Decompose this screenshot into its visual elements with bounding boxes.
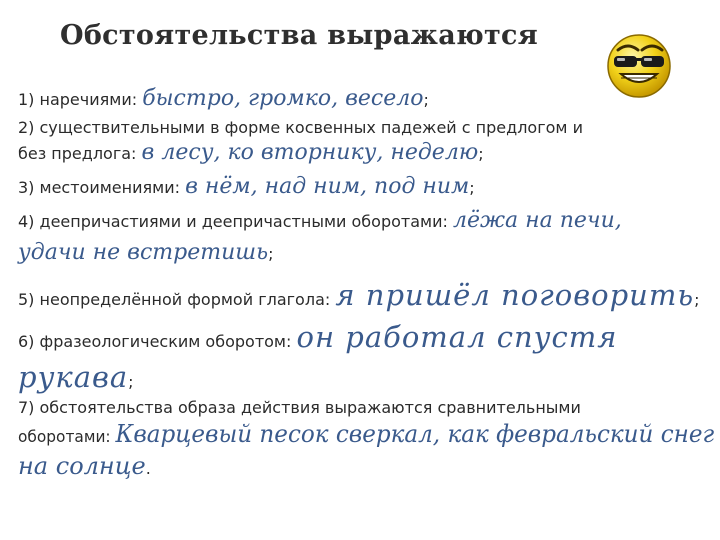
item-1-end: ; <box>423 90 429 109</box>
page-title: Обстоятельства выражаются <box>60 20 539 51</box>
item-7-end: . <box>145 459 151 478</box>
item-7-label-b: оборотами: <box>18 427 111 446</box>
list-item-1 <box>18 86 429 111</box>
item-5-label: 5) неопределённой формой глагола: <box>18 290 331 309</box>
list-item-2-line-a <box>18 118 583 137</box>
item-2-end: ; <box>478 144 484 163</box>
list-item-4-line-a <box>18 208 622 233</box>
list-item-6-line-b <box>18 360 134 394</box>
item-6-example-b: рукава <box>18 360 129 394</box>
list-item-7-line-c <box>18 452 151 480</box>
item-4-label: 4) деепричастиями и деепричастными оборотами: <box>18 212 448 231</box>
item-4-example-a: лёжа на печи, <box>452 208 622 233</box>
item-2-label-b: без предлога: <box>18 144 137 163</box>
item-6-end: ; <box>128 372 134 391</box>
item-3-example: в нём, над ним, под ним <box>185 174 470 199</box>
list-item-7-line-a <box>18 398 581 417</box>
item-5-end: ; <box>694 290 700 309</box>
item-3-end: ; <box>469 178 475 197</box>
item-1-example: быстро, громко, весело <box>142 86 424 111</box>
smiley-sunglasses-icon <box>604 30 674 100</box>
item-2-label-a: 2) существительными в форме косвенных падежей с предлогом и <box>18 118 583 137</box>
list-item-6-line-a <box>18 320 617 354</box>
item-7-label-a: 7) обстоятельства образа действия выражаются сравнительными <box>18 398 581 417</box>
item-2-example: в лесу, ко вторнику, неделю <box>141 140 479 165</box>
item-7-example-b: на солнце <box>18 452 146 480</box>
item-6-label: 6) фразеологическим оборотом: <box>18 332 292 351</box>
item-4-end: ; <box>268 244 274 263</box>
list-item-3 <box>18 174 475 199</box>
item-6-example-a: он работал спустя <box>296 320 618 354</box>
list-item-4-line-b <box>18 240 274 265</box>
item-5-example: я пришёл поговорить <box>335 278 695 312</box>
list-item-7-line-b <box>18 420 714 448</box>
list-item-2-line-b <box>18 140 484 165</box>
list-item-5 <box>18 278 700 312</box>
item-1-label: 1) наречиями: <box>18 90 138 109</box>
item-4-example-b: удачи не встретишь <box>18 240 269 265</box>
item-3-label: 3) местоимениями: <box>18 178 180 197</box>
item-7-example-a: Кварцевый песок сверкал, как февральский снег <box>115 420 715 448</box>
